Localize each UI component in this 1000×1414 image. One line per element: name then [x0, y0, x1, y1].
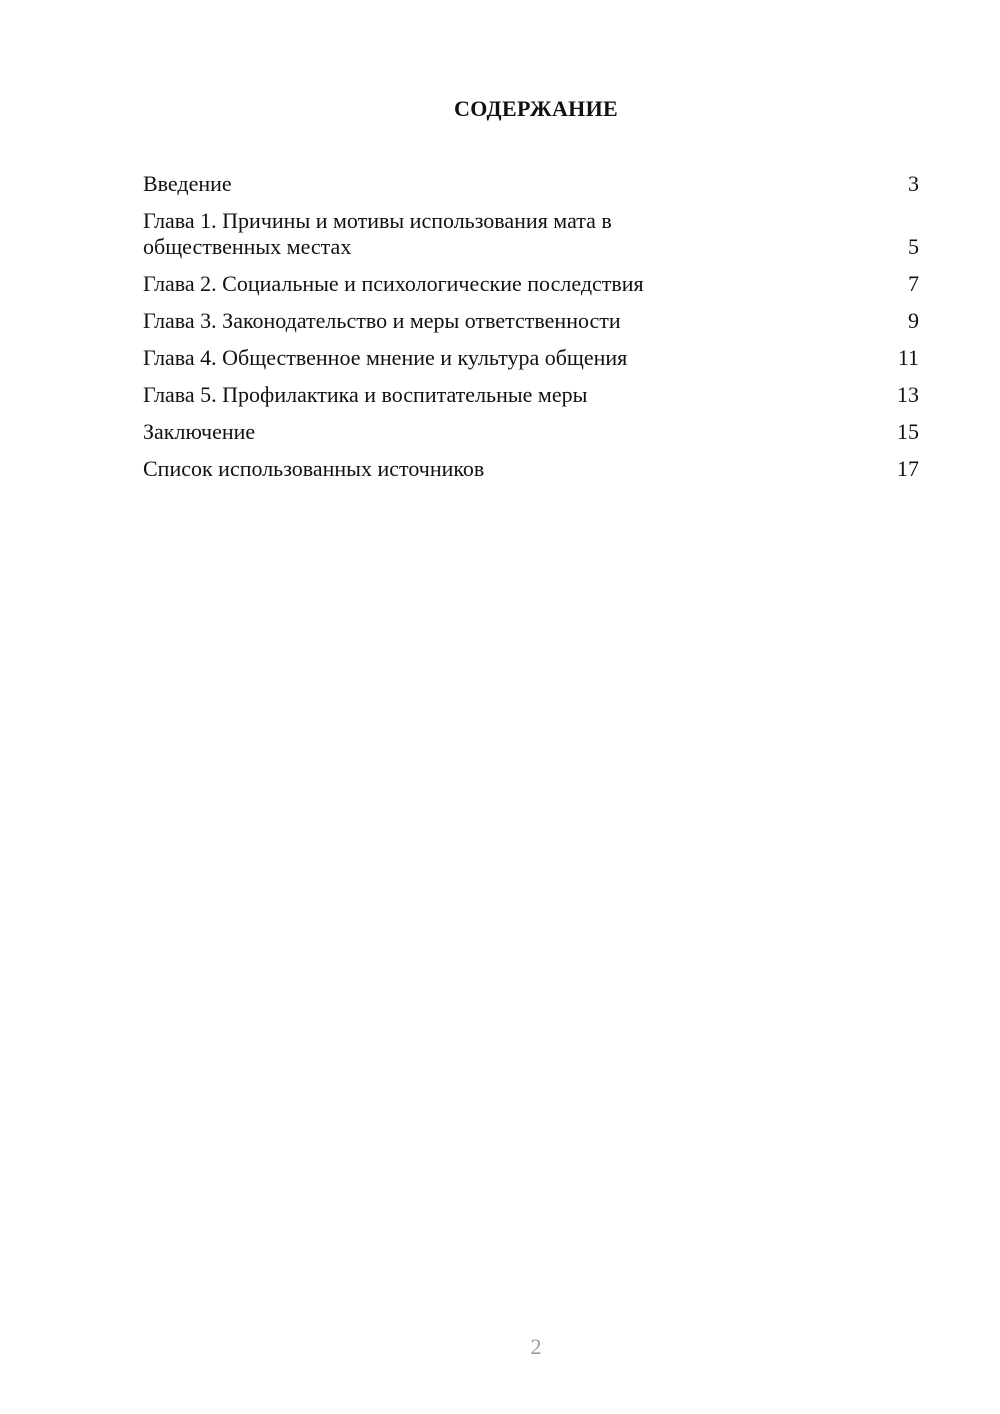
toc-entry-title: Заключение	[143, 419, 256, 444]
toc-entry-page: 15	[897, 419, 919, 444]
toc-item-chapter-5	[143, 382, 919, 408]
toc-item-chapter-2	[143, 271, 919, 297]
table-of-contents	[143, 171, 919, 493]
page-number: 2	[530, 1334, 542, 1359]
toc-entry-page: 5	[908, 234, 919, 259]
toc-entry-page: 9	[908, 308, 919, 333]
toc-entry-title: Глава 4. Общественное мнение и культура общения	[143, 345, 628, 370]
toc-entry-title: Список использованных источников	[143, 456, 485, 481]
toc-item-chapter-4	[143, 345, 919, 371]
toc-item-references	[143, 456, 919, 482]
toc-item-chapter-3	[143, 308, 919, 334]
toc-entry-title: Глава 5. Профилактика и воспитательные меры	[143, 382, 588, 407]
toc-entry-page: 3	[908, 171, 919, 196]
toc-item-conclusion	[143, 419, 919, 445]
toc-entry-page: 13	[897, 382, 919, 407]
toc-entry-page: 7	[908, 271, 919, 296]
page-title: СОДЕРЖАНИЕ	[454, 96, 618, 121]
toc-item-chapter-1	[143, 208, 919, 260]
toc-entry-page: 11	[897, 345, 919, 370]
toc-entry-title: Глава 3. Законодательство и меры ответственности	[143, 308, 621, 333]
toc-item-introduction	[143, 171, 919, 197]
toc-entry-page: 17	[897, 456, 919, 481]
toc-entry-title: Введение	[143, 171, 232, 196]
toc-entry-title: Глава 1. Причины и мотивы использования мата в общественных местах	[143, 208, 612, 259]
toc-entry-title: Глава 2. Социальные и психологические последствия	[143, 271, 644, 296]
